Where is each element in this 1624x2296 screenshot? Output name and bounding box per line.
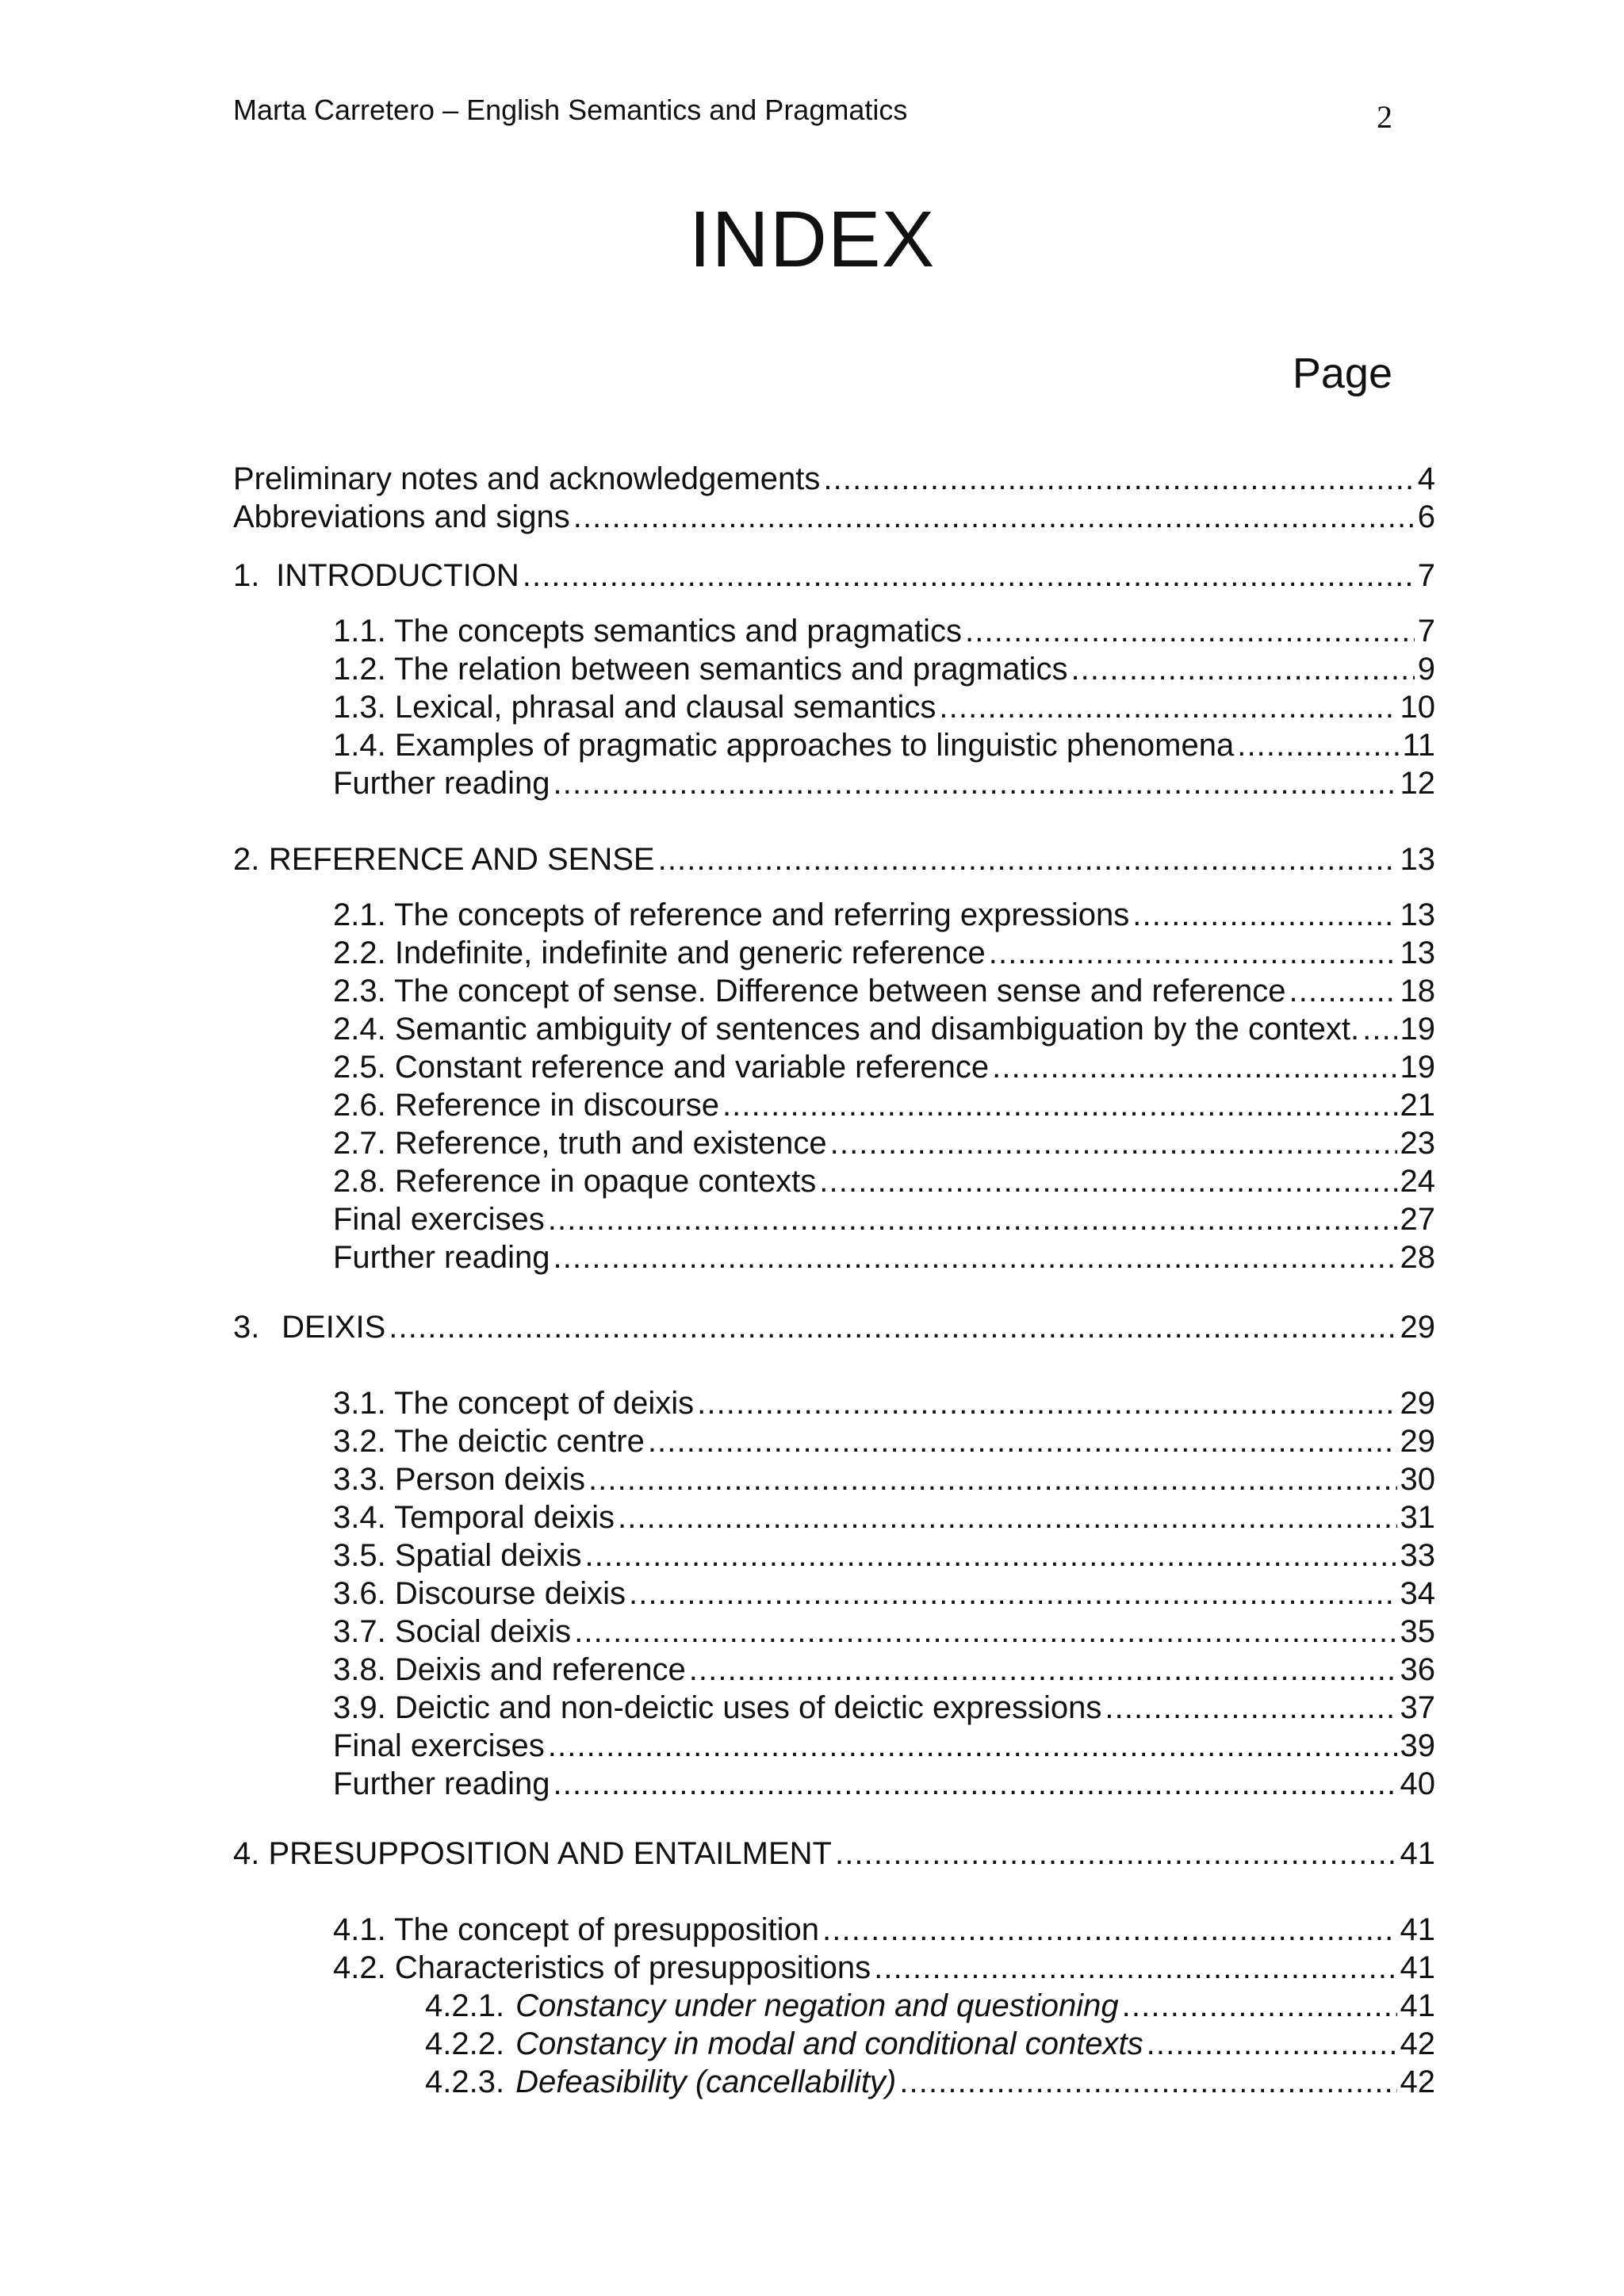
toc-entry-label: 3.2. The deictic centre	[333, 1424, 645, 1459]
toc-entry	[233, 840, 1435, 878]
dot-leader	[689, 1651, 1397, 1689]
toc-entry-label: Defeasibility (cancellability)	[515, 2064, 897, 2099]
toc-entry-number: 4.2.1.	[425, 1988, 505, 2023]
toc-entry	[233, 498, 1435, 536]
toc-entry	[333, 1124, 1435, 1162]
toc-entry-label: 1.2. The relation between semantics and pragmatics	[333, 652, 1068, 687]
dot-leader	[588, 1460, 1397, 1498]
toc-entry-label: 2.5. Constant reference and variable reference	[333, 1050, 990, 1085]
dot-leader	[523, 557, 1415, 595]
toc-entry-label: Constancy in modal and conditional contexts	[515, 2026, 1143, 2061]
toc-entry-label: 1.3. Lexical, phrasal and clausal semantics	[333, 690, 936, 725]
toc-entry	[333, 1949, 1435, 1987]
toc-entry-page: 12	[1400, 766, 1435, 801]
toc-entry-page: 33	[1400, 1538, 1435, 1573]
toc-entry-label: 4.2. Characteristics of presuppositions	[333, 1950, 871, 1985]
toc-entry-label: REFERENCE AND SENSE	[268, 842, 655, 877]
toc-entry-page: 11	[1402, 728, 1435, 763]
toc-entry	[333, 972, 1435, 1010]
dot-leader	[618, 1498, 1397, 1536]
toc-entry	[333, 1613, 1435, 1651]
toc-entry	[333, 1460, 1435, 1498]
toc-entry-label: 4.1. The concept of presupposition	[333, 1912, 820, 1947]
toc-entry-label: INTRODUCTION	[276, 558, 519, 593]
toc-entry-number: 1.	[233, 558, 260, 593]
toc-entry	[333, 1911, 1435, 1949]
toc-entry	[333, 1048, 1435, 1086]
dot-leader	[1132, 896, 1396, 934]
dot-leader	[585, 1536, 1397, 1575]
toc-entry	[333, 1689, 1435, 1727]
toc-entry-label: DEIXIS	[282, 1310, 386, 1345]
toc-entry	[333, 612, 1435, 650]
toc-entry-label: 3.4. Temporal deixis	[333, 1500, 615, 1535]
dot-leader	[823, 460, 1414, 498]
toc-entry	[333, 726, 1435, 764]
toc-entry-label: Constancy under negation and questioning	[515, 1988, 1119, 2023]
toc-entry	[333, 1765, 1435, 1803]
toc-entry	[233, 557, 1435, 595]
toc-entry-page: 13	[1400, 936, 1435, 970]
toc-entry	[333, 896, 1435, 934]
toc-entry-page: 36	[1400, 1652, 1435, 1687]
toc-entry-label: Preliminary notes and acknowledgements	[233, 461, 821, 496]
dot-leader	[648, 1422, 1397, 1460]
toc-entry	[333, 1238, 1435, 1276]
running-title: Marta Carretero – English Semantics and Pragmatics	[233, 94, 908, 126]
dot-leader	[574, 1613, 1396, 1651]
dot-leader	[1147, 2025, 1397, 2063]
toc-entry-page: 29	[1400, 1310, 1435, 1345]
dot-leader	[899, 2063, 1396, 2101]
toc-entry-page: 28	[1400, 1240, 1435, 1275]
dot-leader	[1122, 1987, 1397, 2025]
toc-entry	[333, 1010, 1435, 1048]
toc-entry-label: 1.1. The concepts semantics and pragmatics	[333, 614, 963, 649]
dot-leader	[548, 1727, 1397, 1765]
dot-leader	[1105, 1689, 1396, 1727]
toc-entry	[333, 1086, 1435, 1124]
toc-entry	[333, 650, 1435, 688]
toc-entry-label: Further reading	[333, 766, 550, 801]
toc-entry-label: 3.5. Spatial deixis	[333, 1538, 582, 1573]
page-number: 2	[1377, 99, 1392, 135]
dot-leader	[1071, 650, 1414, 688]
toc-entry-page: 42	[1400, 2026, 1435, 2061]
dot-leader	[389, 1308, 1396, 1346]
toc-entry-page: 19	[1400, 1050, 1435, 1085]
page-column-label: Page	[1292, 350, 1392, 397]
toc-entry	[333, 1384, 1435, 1422]
page-title: INDEX	[688, 195, 936, 284]
dot-leader	[553, 1238, 1396, 1276]
toc-entry-page: 29	[1400, 1386, 1435, 1421]
toc-entry-page: 4	[1417, 461, 1435, 496]
toc-entry-label: 3.6. Discourse deixis	[333, 1576, 626, 1611]
running-header	[233, 94, 1392, 141]
toc-entry-label: Abbreviations and signs	[233, 499, 570, 534]
toc-entry-page: 37	[1400, 1690, 1435, 1725]
toc-entry	[333, 764, 1435, 802]
toc-entry-page: 30	[1400, 1462, 1435, 1497]
toc-entry-label: 2.2. Indefinite, indefinite and generic reference	[333, 936, 986, 970]
toc-entry	[333, 688, 1435, 726]
dot-leader	[1362, 1010, 1396, 1048]
dot-leader	[874, 1949, 1396, 1987]
toc-entry-page: 41	[1400, 1988, 1435, 2023]
toc-entry-label: Final exercises	[333, 1728, 545, 1763]
toc-entry-page: 13	[1400, 842, 1435, 877]
toc-entry-page: 41	[1400, 1912, 1435, 1947]
toc-entry-label: Final exercises	[333, 1202, 545, 1237]
dot-leader	[830, 1124, 1397, 1162]
toc-entry	[425, 2025, 1435, 2063]
toc-entry-number: 4.2.2.	[425, 2026, 505, 2061]
toc-entry-page: 13	[1400, 897, 1435, 932]
toc-entry	[333, 1422, 1435, 1460]
dot-leader	[548, 1200, 1397, 1238]
toc-entry-number: 2.	[233, 842, 260, 877]
toc-entry-page: 7	[1417, 614, 1435, 649]
toc-entry-label: 2.3. The concept of sense. Difference between sense and reference	[333, 974, 1286, 1008]
dot-leader	[1237, 726, 1399, 764]
dot-leader	[722, 1086, 1397, 1124]
dot-leader	[992, 1048, 1396, 1086]
dot-leader	[835, 1835, 1397, 1873]
toc-entry-page: 23	[1400, 1126, 1435, 1161]
toc-entry-page: 34	[1400, 1576, 1435, 1611]
toc-entry-page: 39	[1400, 1728, 1435, 1763]
dot-leader	[553, 764, 1396, 802]
toc-entry-label: 3.1. The concept of deixis	[333, 1386, 695, 1421]
toc-entry-page: 9	[1417, 652, 1435, 687]
toc-entry	[333, 1536, 1435, 1575]
toc-entry-page: 19	[1400, 1012, 1435, 1047]
toc-entry	[333, 934, 1435, 972]
toc-entry-number: 3.	[233, 1310, 260, 1345]
dot-leader	[697, 1384, 1396, 1422]
toc-entry-page: 40	[1400, 1766, 1435, 1801]
toc-entry	[333, 1651, 1435, 1689]
dot-leader	[989, 934, 1397, 972]
toc-entry	[333, 1498, 1435, 1536]
toc-entry-label: 3.7. Social deixis	[333, 1614, 572, 1649]
toc-entry-page: 41	[1400, 1836, 1435, 1871]
toc-entry-page: 24	[1400, 1164, 1435, 1199]
toc-entry	[333, 1162, 1435, 1200]
toc-entry	[333, 1575, 1435, 1613]
toc-entry-label: 2.7. Reference, truth and existence	[333, 1126, 827, 1161]
toc-entry-label: 2.4. Semantic ambiguity of sentences and disambiguation by the context.	[333, 1012, 1360, 1047]
toc-entry-page: 7	[1417, 558, 1435, 593]
toc-entry	[233, 1835, 1435, 1873]
toc-entry-label: Further reading	[333, 1240, 550, 1275]
dot-leader	[553, 1765, 1396, 1803]
dot-leader	[629, 1575, 1396, 1613]
dot-leader	[658, 840, 1397, 878]
toc-entry-label: 4. PRESUPPOSITION AND ENTAILMENT	[233, 1836, 832, 1871]
dot-leader	[819, 1162, 1396, 1200]
toc-entry-label: 3.3. Person deixis	[333, 1462, 585, 1497]
toc-entry	[425, 1987, 1435, 2025]
toc-entry-label: 1.4. Examples of pragmatic approaches to linguistic phenomena	[333, 728, 1235, 763]
toc-entry-page: 42	[1400, 2064, 1435, 2099]
toc-entry-page: 18	[1400, 974, 1435, 1008]
toc-entry-label: Further reading	[333, 1766, 550, 1801]
toc-entry	[333, 1200, 1435, 1238]
toc-entry-page: 21	[1400, 1088, 1435, 1123]
toc-entry	[425, 2063, 1435, 2101]
toc-entry-label: 3.9. Deictic and non-deictic uses of deictic expressions	[333, 1690, 1102, 1725]
toc-entry	[233, 460, 1435, 498]
toc-entry-page: 35	[1400, 1614, 1435, 1649]
toc-entry-number: 4.2.3.	[425, 2064, 505, 2099]
toc-entry-page: 41	[1400, 1950, 1435, 1985]
toc-entry-page: 31	[1400, 1500, 1435, 1535]
toc-entry-label: 2.8. Reference in opaque contexts	[333, 1164, 817, 1199]
toc-entry-label: 2.6. Reference in discourse	[333, 1088, 719, 1123]
toc-entry-page: 6	[1417, 499, 1435, 534]
dot-leader	[1289, 972, 1397, 1010]
dot-leader	[573, 498, 1415, 536]
toc-entry-label: 2.1. The concepts of reference and referring expressions	[333, 897, 1130, 932]
dot-leader	[965, 612, 1415, 650]
toc-entry	[233, 1308, 1435, 1346]
toc-entry-page: 29	[1400, 1424, 1435, 1459]
toc-entry	[333, 1727, 1435, 1765]
dot-leader	[822, 1911, 1396, 1949]
toc-entry-page: 27	[1400, 1202, 1435, 1237]
toc-entry-page: 10	[1400, 690, 1435, 725]
dot-leader	[939, 688, 1396, 726]
toc-entry-label: 3.8. Deixis and reference	[333, 1652, 686, 1687]
